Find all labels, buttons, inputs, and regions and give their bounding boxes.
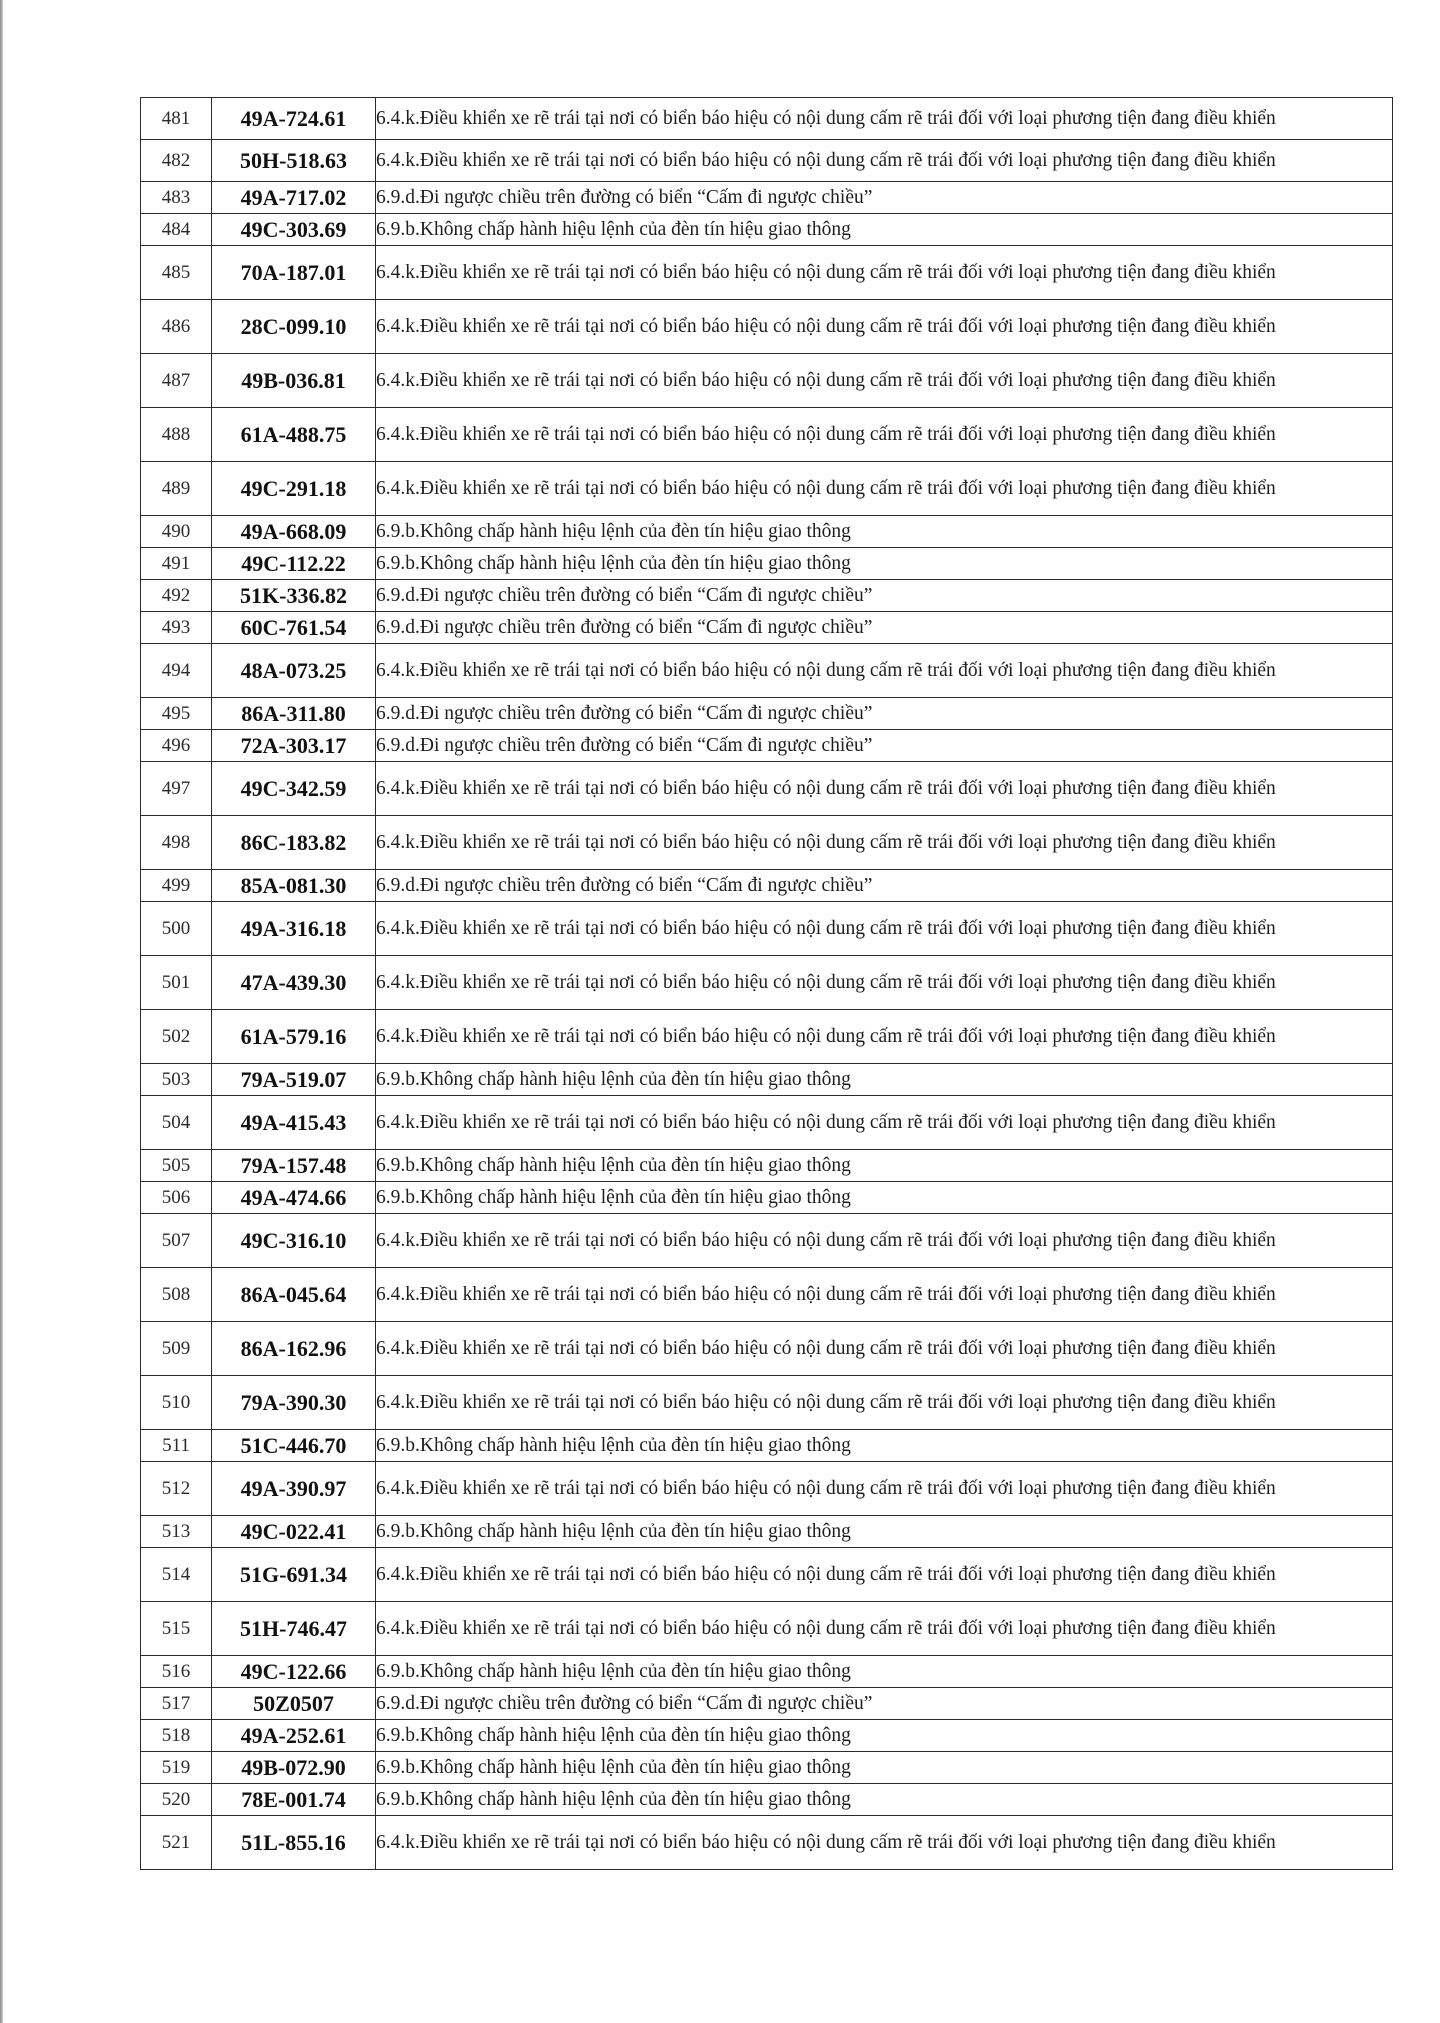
table-row	[141, 1656, 1393, 1688]
row-number: 494	[141, 644, 212, 698]
row-number: 510	[141, 1376, 212, 1430]
row-number: 506	[141, 1182, 212, 1214]
violation-description: 6.4.k.Điều khiển xe rẽ trái tại nơi có biển báo hiệu có nội dung cấm rẽ trái đối với loại phương tiện đang điều khiển	[376, 816, 1393, 870]
row-number: 482	[141, 140, 212, 182]
violation-description: 6.4.k.Điều khiển xe rẽ trái tại nơi có biển báo hiệu có nội dung cấm rẽ trái đối với loại phương tiện đang điều khiển	[376, 408, 1393, 462]
table-row	[141, 580, 1393, 612]
license-plate: 49A-668.09	[212, 516, 376, 548]
violation-description: 6.9.b.Không chấp hành hiệu lệnh của đèn tín hiệu giao thông	[376, 1656, 1393, 1688]
license-plate: 61A-488.75	[212, 408, 376, 462]
table-row	[141, 902, 1393, 956]
table-row	[141, 1784, 1393, 1816]
table-row	[141, 698, 1393, 730]
violation-description: 6.4.k.Điều khiển xe rẽ trái tại nơi có biển báo hiệu có nội dung cấm rẽ trái đối với loại phương tiện đang điều khiển	[376, 644, 1393, 698]
table-row	[141, 1516, 1393, 1548]
violation-description: 6.4.k.Điều khiển xe rẽ trái tại nơi có biển báo hiệu có nội dung cấm rẽ trái đối với loại phương tiện đang điều khiển	[376, 902, 1393, 956]
violation-description: 6.4.k.Điều khiển xe rẽ trái tại nơi có biển báo hiệu có nội dung cấm rẽ trái đối với loại phương tiện đang điều khiển	[376, 1462, 1393, 1516]
table-row	[141, 462, 1393, 516]
violation-description: 6.9.d.Đi ngược chiều trên đường có biển “Cấm đi ngược chiều”	[376, 730, 1393, 762]
table-row	[141, 408, 1393, 462]
row-number: 515	[141, 1602, 212, 1656]
violation-description: 6.4.k.Điều khiển xe rẽ trái tại nơi có biển báo hiệu có nội dung cấm rẽ trái đối với loại phương tiện đang điều khiển	[376, 354, 1393, 408]
row-number: 485	[141, 246, 212, 300]
violation-description: 6.4.k.Điều khiển xe rẽ trái tại nơi có biển báo hiệu có nội dung cấm rẽ trái đối với loại phương tiện đang điều khiển	[376, 98, 1393, 140]
row-number: 493	[141, 612, 212, 644]
table-row	[141, 762, 1393, 816]
license-plate: 28C-099.10	[212, 300, 376, 354]
table-row	[141, 1268, 1393, 1322]
violation-description: 6.9.d.Đi ngược chiều trên đường có biển “Cấm đi ngược chiều”	[376, 698, 1393, 730]
violation-description: 6.9.b.Không chấp hành hiệu lệnh của đèn tín hiệu giao thông	[376, 516, 1393, 548]
row-number: 521	[141, 1816, 212, 1870]
license-plate: 50H-518.63	[212, 140, 376, 182]
row-number: 487	[141, 354, 212, 408]
license-plate: 49C-303.69	[212, 214, 376, 246]
table-row	[141, 354, 1393, 408]
row-number: 501	[141, 956, 212, 1010]
license-plate: 49C-291.18	[212, 462, 376, 516]
license-plate: 49C-022.41	[212, 1516, 376, 1548]
table-row	[141, 516, 1393, 548]
license-plate: 49A-316.18	[212, 902, 376, 956]
violation-description: 6.4.k.Điều khiển xe rẽ trái tại nơi có biển báo hiệu có nội dung cấm rẽ trái đối với loại phương tiện đang điều khiển	[376, 462, 1393, 516]
violation-description: 6.4.k.Điều khiển xe rẽ trái tại nơi có biển báo hiệu có nội dung cấm rẽ trái đối với loại phương tiện đang điều khiển	[376, 246, 1393, 300]
violations-table	[140, 97, 1393, 1870]
license-plate: 86A-311.80	[212, 698, 376, 730]
violation-description: 6.9.b.Không chấp hành hiệu lệnh của đèn tín hiệu giao thông	[376, 1720, 1393, 1752]
license-plate: 49A-252.61	[212, 1720, 376, 1752]
violation-description: 6.9.b.Không chấp hành hiệu lệnh của đèn tín hiệu giao thông	[376, 548, 1393, 580]
violation-description: 6.9.b.Không chấp hành hiệu lệnh của đèn tín hiệu giao thông	[376, 1150, 1393, 1182]
table-row	[141, 1214, 1393, 1268]
license-plate: 49A-717.02	[212, 182, 376, 214]
license-plate: 49C-342.59	[212, 762, 376, 816]
row-number: 498	[141, 816, 212, 870]
license-plate: 49C-112.22	[212, 548, 376, 580]
violation-description: 6.9.b.Không chấp hành hiệu lệnh của đèn tín hiệu giao thông	[376, 214, 1393, 246]
violation-description: 6.4.k.Điều khiển xe rẽ trái tại nơi có biển báo hiệu có nội dung cấm rẽ trái đối với loại phương tiện đang điều khiển	[376, 1010, 1393, 1064]
license-plate: 86A-162.96	[212, 1322, 376, 1376]
license-plate: 79A-519.07	[212, 1064, 376, 1096]
license-plate: 86A-045.64	[212, 1268, 376, 1322]
license-plate: 61A-579.16	[212, 1010, 376, 1064]
license-plate: 51H-746.47	[212, 1602, 376, 1656]
row-number: 507	[141, 1214, 212, 1268]
table-row	[141, 1064, 1393, 1096]
violation-description: 6.9.d.Đi ngược chiều trên đường có biển “Cấm đi ngược chiều”	[376, 870, 1393, 902]
license-plate: 49C-316.10	[212, 1214, 376, 1268]
table-row	[141, 1548, 1393, 1602]
row-number: 488	[141, 408, 212, 462]
table-row	[141, 1150, 1393, 1182]
row-number: 484	[141, 214, 212, 246]
row-number: 491	[141, 548, 212, 580]
row-number: 490	[141, 516, 212, 548]
table-row	[141, 1182, 1393, 1214]
table-row	[141, 300, 1393, 354]
row-number: 497	[141, 762, 212, 816]
violation-description: 6.9.b.Không chấp hành hiệu lệnh của đèn tín hiệu giao thông	[376, 1752, 1393, 1784]
violation-description: 6.9.b.Không chấp hành hiệu lệnh của đèn tín hiệu giao thông	[376, 1430, 1393, 1462]
row-number: 504	[141, 1096, 212, 1150]
table-row	[141, 1816, 1393, 1870]
table-row	[141, 1462, 1393, 1516]
license-plate: 51C-446.70	[212, 1430, 376, 1462]
row-number: 481	[141, 98, 212, 140]
table-row	[141, 816, 1393, 870]
row-number: 511	[141, 1430, 212, 1462]
violation-description: 6.4.k.Điều khiển xe rẽ trái tại nơi có biển báo hiệu có nội dung cấm rẽ trái đối với loại phương tiện đang điều khiển	[376, 1548, 1393, 1602]
table-row	[141, 612, 1393, 644]
violation-description: 6.4.k.Điều khiển xe rẽ trái tại nơi có biển báo hiệu có nội dung cấm rẽ trái đối với loại phương tiện đang điều khiển	[376, 140, 1393, 182]
table-row	[141, 1430, 1393, 1462]
license-plate: 49A-415.43	[212, 1096, 376, 1150]
table-row	[141, 1010, 1393, 1064]
violation-description: 6.9.d.Đi ngược chiều trên đường có biển “Cấm đi ngược chiều”	[376, 612, 1393, 644]
license-plate: 49B-072.90	[212, 1752, 376, 1784]
violations-table-body	[141, 98, 1393, 1870]
violation-description: 6.4.k.Điều khiển xe rẽ trái tại nơi có biển báo hiệu có nội dung cấm rẽ trái đối với loại phương tiện đang điều khiển	[376, 1322, 1393, 1376]
license-plate: 78E-001.74	[212, 1784, 376, 1816]
table-row	[141, 246, 1393, 300]
table-row	[141, 1322, 1393, 1376]
violation-description: 6.9.b.Không chấp hành hiệu lệnh của đèn tín hiệu giao thông	[376, 1182, 1393, 1214]
table-row	[141, 140, 1393, 182]
row-number: 509	[141, 1322, 212, 1376]
violation-description: 6.4.k.Điều khiển xe rẽ trái tại nơi có biển báo hiệu có nội dung cấm rẽ trái đối với loại phương tiện đang điều khiển	[376, 1096, 1393, 1150]
violation-description: 6.4.k.Điều khiển xe rẽ trái tại nơi có biển báo hiệu có nội dung cấm rẽ trái đối với loại phương tiện đang điều khiển	[376, 762, 1393, 816]
license-plate: 49A-474.66	[212, 1182, 376, 1214]
violation-description: 6.9.d.Đi ngược chiều trên đường có biển “Cấm đi ngược chiều”	[376, 182, 1393, 214]
table-row	[141, 1602, 1393, 1656]
violation-description: 6.9.b.Không chấp hành hiệu lệnh của đèn tín hiệu giao thông	[376, 1784, 1393, 1816]
violation-description: 6.4.k.Điều khiển xe rẽ trái tại nơi có biển báo hiệu có nội dung cấm rẽ trái đối với loại phương tiện đang điều khiển	[376, 1602, 1393, 1656]
row-number: 514	[141, 1548, 212, 1602]
violation-description: 6.4.k.Điều khiển xe rẽ trái tại nơi có biển báo hiệu có nội dung cấm rẽ trái đối với loại phương tiện đang điều khiển	[376, 1268, 1393, 1322]
violation-description: 6.4.k.Điều khiển xe rẽ trái tại nơi có biển báo hiệu có nội dung cấm rẽ trái đối với loại phương tiện đang điều khiển	[376, 1214, 1393, 1268]
license-plate: 49A-390.97	[212, 1462, 376, 1516]
table-row	[141, 548, 1393, 580]
license-plate: 51G-691.34	[212, 1548, 376, 1602]
license-plate: 86C-183.82	[212, 816, 376, 870]
row-number: 519	[141, 1752, 212, 1784]
table-row	[141, 1752, 1393, 1784]
table-row	[141, 1688, 1393, 1720]
violation-description: 6.4.k.Điều khiển xe rẽ trái tại nơi có biển báo hiệu có nội dung cấm rẽ trái đối với loại phương tiện đang điều khiển	[376, 1376, 1393, 1430]
row-number: 492	[141, 580, 212, 612]
license-plate: 49C-122.66	[212, 1656, 376, 1688]
license-plate: 85A-081.30	[212, 870, 376, 902]
row-number: 520	[141, 1784, 212, 1816]
table-row	[141, 870, 1393, 902]
license-plate: 79A-157.48	[212, 1150, 376, 1182]
table-row	[141, 956, 1393, 1010]
license-plate: 48A-073.25	[212, 644, 376, 698]
row-number: 508	[141, 1268, 212, 1322]
row-number: 503	[141, 1064, 212, 1096]
table-row	[141, 182, 1393, 214]
row-number: 499	[141, 870, 212, 902]
row-number: 495	[141, 698, 212, 730]
violation-description: 6.9.b.Không chấp hành hiệu lệnh của đèn tín hiệu giao thông	[376, 1516, 1393, 1548]
row-number: 505	[141, 1150, 212, 1182]
row-number: 518	[141, 1720, 212, 1752]
violation-description: 6.4.k.Điều khiển xe rẽ trái tại nơi có biển báo hiệu có nội dung cấm rẽ trái đối với loại phương tiện đang điều khiển	[376, 300, 1393, 354]
violation-description: 6.9.d.Đi ngược chiều trên đường có biển “Cấm đi ngược chiều”	[376, 580, 1393, 612]
license-plate: 51L-855.16	[212, 1816, 376, 1870]
table-row	[141, 98, 1393, 140]
license-plate: 70A-187.01	[212, 246, 376, 300]
row-number: 483	[141, 182, 212, 214]
violation-description: 6.4.k.Điều khiển xe rẽ trái tại nơi có biển báo hiệu có nội dung cấm rẽ trái đối với loại phương tiện đang điều khiển	[376, 956, 1393, 1010]
table-row	[141, 1720, 1393, 1752]
row-number: 516	[141, 1656, 212, 1688]
row-number: 502	[141, 1010, 212, 1064]
scan-edge-shadow	[0, 0, 3, 2023]
violation-description: 6.4.k.Điều khiển xe rẽ trái tại nơi có biển báo hiệu có nội dung cấm rẽ trái đối với loại phương tiện đang điều khiển	[376, 1816, 1393, 1870]
table-row	[141, 1096, 1393, 1150]
row-number: 489	[141, 462, 212, 516]
row-number: 486	[141, 300, 212, 354]
table-row	[141, 644, 1393, 698]
license-plate: 49B-036.81	[212, 354, 376, 408]
row-number: 513	[141, 1516, 212, 1548]
row-number: 500	[141, 902, 212, 956]
license-plate: 60C-761.54	[212, 612, 376, 644]
row-number: 496	[141, 730, 212, 762]
row-number: 517	[141, 1688, 212, 1720]
table-row	[141, 730, 1393, 762]
license-plate: 47A-439.30	[212, 956, 376, 1010]
table-row	[141, 214, 1393, 246]
license-plate: 72A-303.17	[212, 730, 376, 762]
row-number: 512	[141, 1462, 212, 1516]
violation-description: 6.9.b.Không chấp hành hiệu lệnh của đèn tín hiệu giao thông	[376, 1064, 1393, 1096]
table-row	[141, 1376, 1393, 1430]
license-plate: 49A-724.61	[212, 98, 376, 140]
license-plate: 51K-336.82	[212, 580, 376, 612]
violation-description: 6.9.d.Đi ngược chiều trên đường có biển “Cấm đi ngược chiều”	[376, 1688, 1393, 1720]
license-plate: 50Z0507	[212, 1688, 376, 1720]
license-plate: 79A-390.30	[212, 1376, 376, 1430]
